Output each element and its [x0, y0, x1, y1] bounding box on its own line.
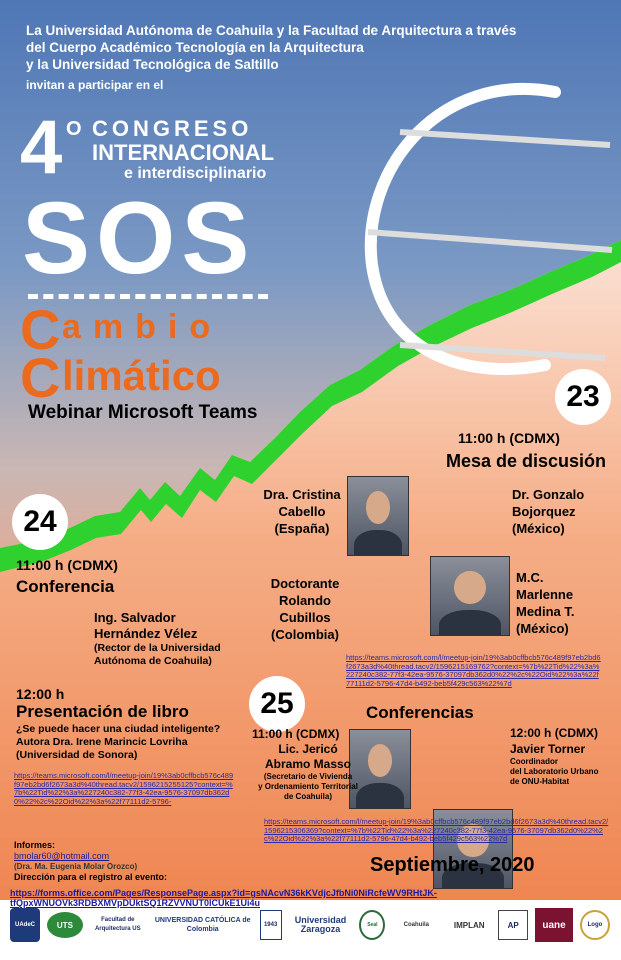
logo-coahuila [392, 911, 440, 939]
day-23-badge: 23 [555, 369, 611, 425]
dashed-divider [28, 294, 268, 304]
speaker-torner-l4: de ONU-Habitat [510, 777, 570, 786]
day-24-badge: 24 [12, 494, 68, 550]
logo-uts-label: UTS [56, 920, 73, 930]
info-block [14, 840, 254, 883]
speaker-cabello-l3: (España) [274, 521, 330, 536]
cambio-title: ambio [62, 308, 223, 346]
speaker-medina [516, 569, 596, 637]
speaker-cabello-l2: Cabello [278, 504, 326, 519]
speaker-torner [510, 726, 610, 787]
logo-uadec [10, 908, 40, 942]
sos-title: SOS [22, 181, 256, 295]
logo-catolica [153, 910, 253, 940]
day-25-time-1: 11:00 h (CDMX) [252, 727, 340, 741]
webinar-label: Webinar Microsoft Teams [28, 402, 258, 423]
logo-seal-label: Seal [367, 921, 378, 928]
climatico-initial: C [20, 346, 61, 409]
speaker-cabello-l1: Dra. Cristina [263, 487, 341, 502]
speaker-abramo [252, 742, 364, 802]
logo-implan-label: IMPLAN [453, 920, 485, 930]
speaker-cabello [258, 486, 346, 537]
day-24-teams-link[interactable]: https://teams.microsoft.com/l/meetup-join/19%3ab0cffbcb576c489f97eb2bd6f2673a3d%40thread.tacv2/1596215255125?context=%7b%22Tid%22%3a%227240c382-77f3-42ea-9576-37097db362d0%22%2c%22Oid%22%3a%22f77111d2-5796- [14, 771, 234, 806]
speaker-hernandez-l3: (Rector de la Universidad [94, 642, 221, 654]
book-author-affiliation: (Universidad de Sonora) [16, 749, 138, 761]
day-24-time-1: 11:00 h (CDMX) [16, 557, 118, 573]
logo-uts [47, 912, 83, 938]
speaker-abramo-l4: y Ordenamiento Territorial [258, 782, 358, 791]
speaker-medina-l1: M.C. [516, 570, 544, 585]
logo-1943 [260, 910, 282, 940]
info-label: Informes: [14, 840, 56, 850]
logo-zaragoza [289, 910, 353, 940]
logo-seal [359, 910, 385, 940]
event-date: Septiembre, 2020 [370, 854, 535, 876]
logo-1943-label: 1943 [263, 921, 278, 928]
sponsor-logos [10, 905, 610, 945]
speaker-torner-l1: Javier Torner [510, 742, 586, 756]
logo-zaragoza-label: Universidad Zaragoza [294, 915, 347, 934]
speaker-cubillos-l1: Doctorante [270, 576, 340, 591]
logo-implan [447, 911, 491, 939]
speaker-hernandez-l4: Autónoma de Coahuila) [94, 655, 212, 667]
speaker-hernandez-l2: Hernández Vélez [94, 626, 198, 641]
speaker-abramo-l3: (Secretario de Vivienda [263, 772, 353, 781]
speaker-medina-l2: Marlenne [516, 587, 574, 602]
speaker-bojorquez-l2: Bojorquez [512, 504, 576, 519]
day-24-event-2: Presentación de libro [16, 702, 189, 721]
speaker-bojorquez-l3: (México) [512, 521, 565, 536]
photo-bojorquez [430, 556, 510, 636]
speaker-torner-l3: del Laboratorio Urbano [510, 767, 599, 776]
book-info [16, 723, 256, 762]
logo-ap-label: AP [507, 920, 519, 930]
day-25-time-2: 12:00 h (CDMX) [510, 726, 599, 740]
logo-coahuila-label: Coahuila [403, 921, 430, 928]
edition-number: 4 [20, 105, 63, 190]
speaker-abramo-l2: Abramo Masso [264, 757, 352, 771]
speaker-hernandez-l1: Ing. Salvador [94, 610, 176, 625]
speaker-bojorquez-l1: Dr. Gonzalo [512, 487, 585, 502]
speaker-medina-l3: Medina T. [516, 604, 575, 619]
speaker-cubillos [262, 575, 348, 643]
day-25-teams-link[interactable]: https://teams.microsoft.com/l/meetup-join/19%3ab0cffbcb576c489f97eb2bd6f2673a3d%40thread.tacv2/1596215306369?context=%7b%22Tid%22%3a%227240c382-77f3-42ea-9576-37097db362d0%22%2c%22Oid%22%3a%22f77111d2-5796-47d4-b492-beb5f429c563%22%7d [264, 817, 609, 843]
logo-catolica-label: UNIVERSIDAD CATÓLICA de Colombia [154, 917, 251, 933]
day-25-badge: 25 [249, 676, 305, 732]
logo-misc-label: Logo [587, 921, 603, 928]
book-title: ¿Se puede hacer una ciudad inteligente? [16, 723, 221, 735]
speaker-cubillos-l4: (Colombia) [271, 627, 339, 642]
logo-facultad-arquitectura [90, 910, 146, 940]
intro-line-1: La Universidad Autónoma de Coahuila y la Facultad de Arquitectura a través [26, 23, 517, 38]
speaker-bojorquez [512, 486, 594, 537]
day-23-event: Mesa de discusión [446, 451, 607, 471]
day-24-time-2: 12:00 h [16, 686, 65, 702]
speaker-cubillos-l2: Rolando [279, 593, 331, 608]
speaker-hernandez [94, 610, 254, 668]
logo-ap [498, 910, 528, 940]
logo-uadec-label: UAdeC [14, 921, 35, 928]
congreso-title: CONGRESO [92, 116, 253, 141]
speaker-cubillos-l3: Cubillos [279, 610, 331, 625]
photo-cabello [347, 476, 409, 556]
logo-facultad-arquitectura-label: Facultad de Arquitectura US [94, 917, 141, 932]
speaker-abramo-l1: Lic. Jericó [278, 742, 338, 756]
day-24-event-1: Conferencia [16, 577, 115, 596]
edition-ordinal: O [66, 118, 82, 140]
intro-line-3: y la Universidad Tecnológica de Saltillo [26, 57, 279, 72]
interdisciplinario-title: e interdisciplinario [124, 165, 267, 182]
logo-uane [535, 908, 573, 942]
book-author: Autora Dra. Irene Marincic Lovriha [16, 736, 188, 748]
speaker-medina-l4: (México) [516, 621, 569, 636]
day-25-event: Conferencias [366, 703, 474, 722]
registration-url[interactable]: https://forms.office.com/Pages/ResponsePage.aspx?id=gsNAcvN36kKVdjcJfbNi0NiRcfeWV9RHtJK-tfQpxWNUOVk3RDBXMVpDUktSQ1RZVVNUT0lCUkE1Ui4u [10, 888, 437, 908]
speaker-abramo-l5: de Coahuila) [283, 792, 332, 801]
cambio-initial: C [20, 298, 61, 361]
climatico-title: limático [62, 352, 221, 399]
register-label: Dirección para el registro al evento: [14, 872, 168, 882]
day-23-time: 11:00 h (CDMX) [458, 430, 560, 446]
info-email-link[interactable]: bmolar60@hotmail.com [14, 851, 110, 861]
intro-line-2: del Cuerpo Académico Tecnología en la Arquitectura [26, 40, 364, 55]
day-23-teams-link[interactable]: https://teams.microsoft.com/l/meetup-join/19%3ab0cffbcb576c489f97eb2bd6f2673a3d%40thread.tacv2/1596215169762?context=%7b%22Tid%22%3a%227240c382-77f3-42ea-9576-37097db362d0%22%2c%22Oid%22%3a%22f77111d2-5796-47d4-b492-beb5f429c563%22%7d [346, 653, 601, 688]
info-contact: (Dra. Ma. Eugenia Molar Orozco) [14, 862, 138, 871]
invite-text: invitan a participar en el [26, 78, 164, 92]
logo-uane-label: uane [542, 919, 566, 931]
logo-misc [580, 910, 610, 940]
intro-text [26, 22, 546, 73]
internacional-title: INTERNACIONAL [92, 140, 275, 165]
speaker-torner-l2: Coordinador [510, 757, 558, 766]
